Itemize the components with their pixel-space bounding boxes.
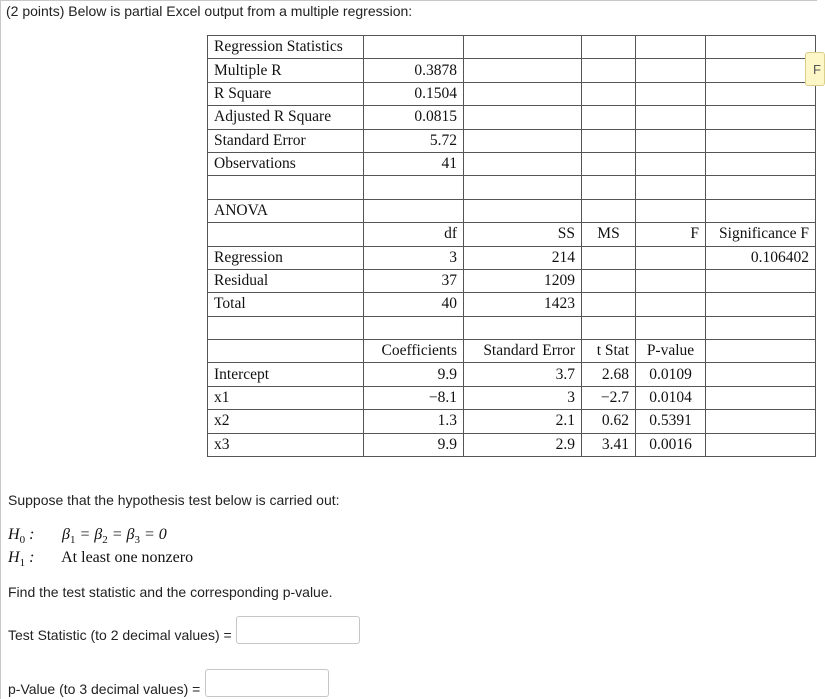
question-intro: (2 points) Below is partial Excel output from a multiple regression: [6, 3, 413, 19]
table-row [208, 106, 816, 129]
coef-value: −8.1 [364, 386, 464, 409]
anova-ms [582, 269, 636, 292]
coef-p-value: 0.0104 [636, 386, 706, 409]
column-header: MS [582, 223, 636, 246]
anova-label: Regression [208, 246, 364, 269]
table-row [208, 176, 816, 199]
column-header: Coefficients [364, 340, 464, 363]
coef-standard-error: 3.7 [464, 363, 582, 386]
table-row [208, 410, 816, 433]
anova-significance-f [706, 293, 816, 316]
coef-label: Intercept [208, 363, 364, 386]
coef-p-value: 0.0109 [636, 363, 706, 386]
coef-value: 9.9 [364, 363, 464, 386]
anova-ms [582, 246, 636, 269]
column-header: t Stat [582, 340, 636, 363]
anova-header: ANOVA [208, 199, 364, 222]
table-row [208, 433, 816, 456]
hypothesis-intro: Suppose that the hypothesis test below is carried out: [8, 492, 340, 508]
coef-t-stat: −2.7 [582, 386, 636, 409]
column-header: SS [464, 223, 582, 246]
stat-label: Observations [208, 152, 364, 175]
stat-label: R Square [208, 82, 364, 105]
h0-label: $H_0$ : [8, 526, 35, 547]
table-row [208, 269, 816, 292]
stat-value: 41 [364, 152, 464, 175]
anova-ss: 1209 [464, 269, 582, 292]
anova-df: 40 [364, 293, 464, 316]
anova-f [636, 269, 706, 292]
regression-statistics-header: Regression Statistics [208, 36, 364, 59]
anova-f [636, 293, 706, 316]
side-note-tab[interactable]: F [805, 52, 825, 86]
anova-ss: 1423 [464, 293, 582, 316]
table-row [208, 363, 816, 386]
stat-label: Multiple R [208, 59, 364, 82]
column-header: Standard Error [464, 340, 582, 363]
p-value-label: p-Value (to 3 decimal values) = [8, 681, 201, 697]
stat-value: 0.0815 [364, 106, 464, 129]
anova-df: 3 [364, 246, 464, 269]
regression-output-table [207, 35, 816, 457]
column-header: Significance F [706, 223, 816, 246]
anova-f [636, 246, 706, 269]
anova-significance-f [706, 269, 816, 292]
h0-expression: $\beta_1 = \beta_2 = \beta_3 = 0$ [62, 526, 167, 547]
stat-label: Adjusted R Square [208, 106, 364, 129]
p-value-input[interactable] [205, 669, 329, 697]
table-row [208, 152, 816, 175]
coef-label: x2 [208, 410, 364, 433]
coef-t-stat: 3.41 [582, 433, 636, 456]
table-row [208, 340, 816, 363]
table-row [208, 386, 816, 409]
stat-value: 5.72 [364, 129, 464, 152]
anova-label: Total [208, 293, 364, 316]
table-row [208, 199, 816, 222]
alternative-hypothesis [8, 549, 193, 569]
task-instruction: Find the test statistic and the corresponding p-value. [8, 584, 333, 600]
anova-ms [582, 293, 636, 316]
anova-label: Residual [208, 269, 364, 292]
column-header: F [636, 223, 706, 246]
stat-label: Standard Error [208, 129, 364, 152]
table-row [208, 293, 816, 316]
table-row [208, 316, 816, 339]
coef-value: 1.3 [364, 410, 464, 433]
table-row [208, 82, 816, 105]
h1-text: At least one nonzero [61, 549, 194, 566]
anova-ss: 214 [464, 246, 582, 269]
coef-p-value: 0.0016 [636, 433, 706, 456]
table-row [208, 129, 816, 152]
table-row [208, 36, 816, 59]
h1-label: $H_1$ : [8, 549, 35, 570]
coef-p-value: 0.5391 [636, 410, 706, 433]
coef-standard-error: 2.1 [464, 410, 582, 433]
coef-label: x1 [208, 386, 364, 409]
coef-label: x3 [208, 433, 364, 456]
null-hypothesis [8, 526, 167, 546]
table-row [208, 223, 816, 246]
column-header: df [364, 223, 464, 246]
test-statistic-input[interactable] [236, 616, 360, 644]
coef-t-stat: 2.68 [582, 363, 636, 386]
stat-value: 0.3878 [364, 59, 464, 82]
coef-standard-error: 3 [464, 386, 582, 409]
table-row [208, 59, 816, 82]
stat-value: 0.1504 [364, 82, 464, 105]
anova-significance-f: 0.106402 [706, 246, 816, 269]
test-statistic-label: Test Statistic (to 2 decimal values) = [8, 627, 232, 643]
coef-t-stat: 0.62 [582, 410, 636, 433]
coef-value: 9.9 [364, 433, 464, 456]
column-header: P-value [636, 340, 706, 363]
coef-standard-error: 2.9 [464, 433, 582, 456]
anova-df: 37 [364, 269, 464, 292]
table-row [208, 246, 816, 269]
